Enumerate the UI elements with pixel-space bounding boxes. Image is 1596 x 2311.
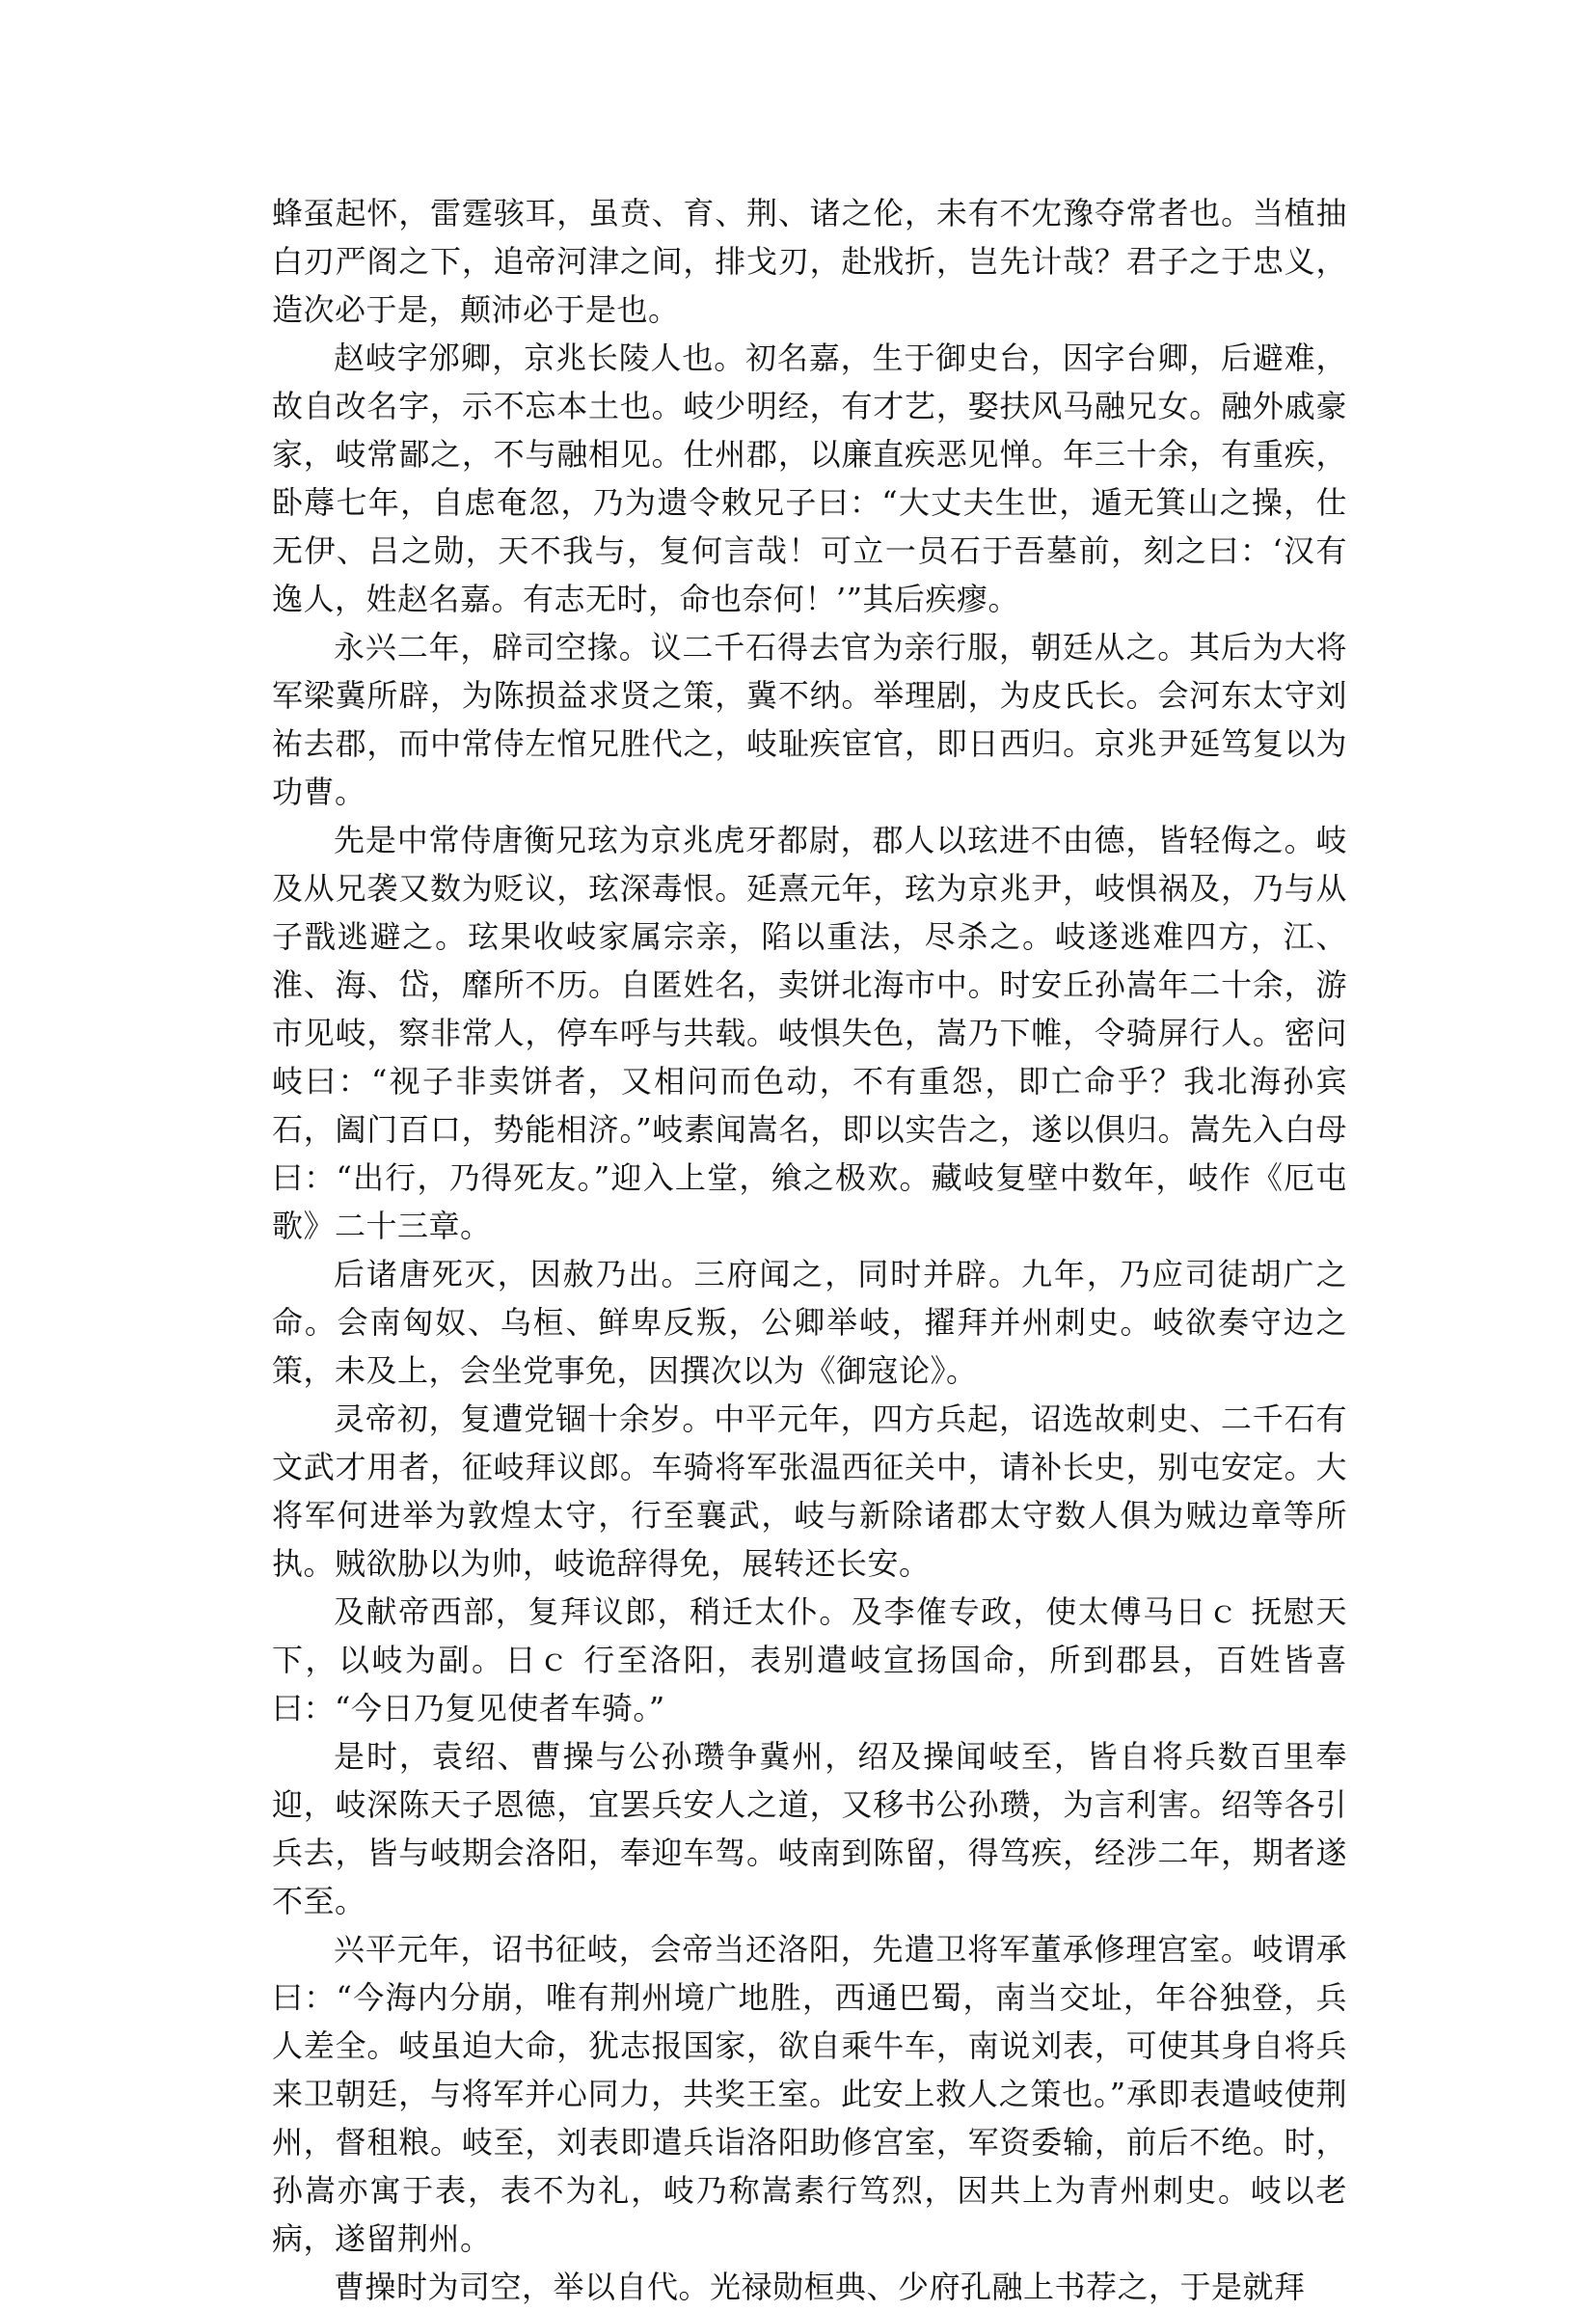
paragraph-10: 曹操时为司空，举以自代。光禄勋桓典、少府孔融上书荐之，于是就拜	[334, 2269, 1306, 2305]
paragraph-7: 及献帝西部，复拜议郎，稍迁太仆。及李傕专政，使太傅马日ｃ 抚慰天下，以岐为副。日ｃ 行至洛阳，表别遣岐宣扬国命，所到郡县，百姓皆喜曰：“今日乃复见使者车骑。”	[272, 1593, 1347, 1726]
paragraph-6: 灵帝初，复遭党锢十余岁。中平元年，四方兵起，诏选故刺史、二千石有文武才用者，征岐拜议郎。车骑将军张温西征关中，请补长史，别屯安定。大将军何进举为敦煌太守，行至襄武，岐与新除诸郡太守数人俱为贼边章等所执。贼欲胁以为帅，岐诡辞得免，展转还长安。	[272, 1400, 1347, 1582]
paragraph-5: 后诸唐死灭，因赦乃出。三府闻之，同时并辟。九年，乃应司徒胡广之命。会南匈奴、乌桓、鲜卑反叛，公卿举岐，擢拜并州刺史。岐欲奏守边之策，未及上，会坐党事免，因撰次以为《御寇论》。	[272, 1256, 1347, 1389]
paragraph-3: 永兴二年，辟司空掾。议二千石得去官为亲行服，朝廷从之。其后为大将军梁冀所辟，为陈损益求贤之策，冀不纳。举理剧，为皮氏长。会河东太守刘祐去郡，而中常侍左悺兄胜代之，岐耻疾宦官，即日西归。京兆尹延笃复以为功曹。	[272, 629, 1347, 810]
document-body	[272, 189, 1347, 2311]
paragraph-2: 赵岐字邠卿，京兆长陵人也。初名嘉，生于御史台，因字台卿，后避难，故自改名字，示不忘本土也。岐少明经，有才艺，娶扶风马融兄女。融外戚豪家，岐常鄙之，不与融相见。仕州郡，以廉直疾恶见惮。年三十余，有重疾，卧蓐七年，自虑奄忽，乃为遗令敕兄子曰：“大丈夫生世，遁无箕山之操，仕无伊、吕之勋，天不我与，复何言哉！可立一员石于吾墓前，刻之曰：‘汉有逸人，姓赵名嘉。有志无时，命也奈何！’”其后疾瘳。	[272, 340, 1347, 617]
paragraph-8: 是时，袁绍、曹操与公孙瓒争冀州，绍及操闻岐至，皆自将兵数百里奉迎，岐深陈天子恩德，宜罢兵安人之道，又移书公孙瓒，为言利害。绍等各引兵去，皆与岐期会洛阳，奉迎车驾。岐南到陈留，得笃疾，经涉二年，期者遂不至。	[272, 1738, 1347, 1919]
paragraph-1: 蜂虿起怀，雷霆骇耳，虽贲、育、荆、诸之伦，未有不冘豫夺常者也。当植抽白刃严阁之下，追帝河津之间，排戈刃，赴戕折，岂先计哉？君子之于忠义，造次必于是，颠沛必于是也。	[272, 195, 1347, 328]
paragraph-4: 先是中常侍唐衡兄玹为京兆虎牙都尉，郡人以玹进不由德，皆轻侮之。岐及从兄袭又数为贬议，玹深毒恨。延熹元年，玹为京兆尹，岐惧祸及，乃与从子戬逃避之。玹果收岐家属宗亲，陷以重法，尽杀之。岐遂逃难四方，江、淮、海、岱，靡所不历。自匿姓名，卖饼北海市中。时安丘孙嵩年二十余，游市见岐，察非常人，停车呼与共载。岐惧失色，嵩乃下帷，令骑屏行人。密问岐曰：“视子非卖饼者，又相问而色动，不有重怨，即亡命乎？我北海孙宾石，阖门百口，势能相济。”岐素闻嵩名，即以实告之，遂以俱归。嵩先入白母曰：“出行，乃得死友。”迎入上堂，飨之极欢。藏岐复壁中数年，岐作《厄屯歌》二十三章。	[272, 822, 1347, 1244]
paragraph-9: 兴平元年，诏书征岐，会帝当还洛阳，先遣卫将军董承修理宫室。岐谓承曰：“今海内分崩，唯有荆州境广地胜，西通巴蜀，南当交址，年谷独登，兵人差全。岐虽迫大命，犹志报国家，欲自乘牛车，南说刘表，可使其身自将兵来卫朝廷，与将军并心同力，共奖王室。此安上救人之策也。”承即表遣岐使荆州，督租粮。岐至，刘表即遣兵诣洛阳助修宫室，军资委输，前后不绝。时，孙嵩亦寓于表，表不为礼，岐乃称嵩素行笃烈，因共上为青州刺史。岐以老病，遂留荆州。	[272, 1931, 1347, 2257]
